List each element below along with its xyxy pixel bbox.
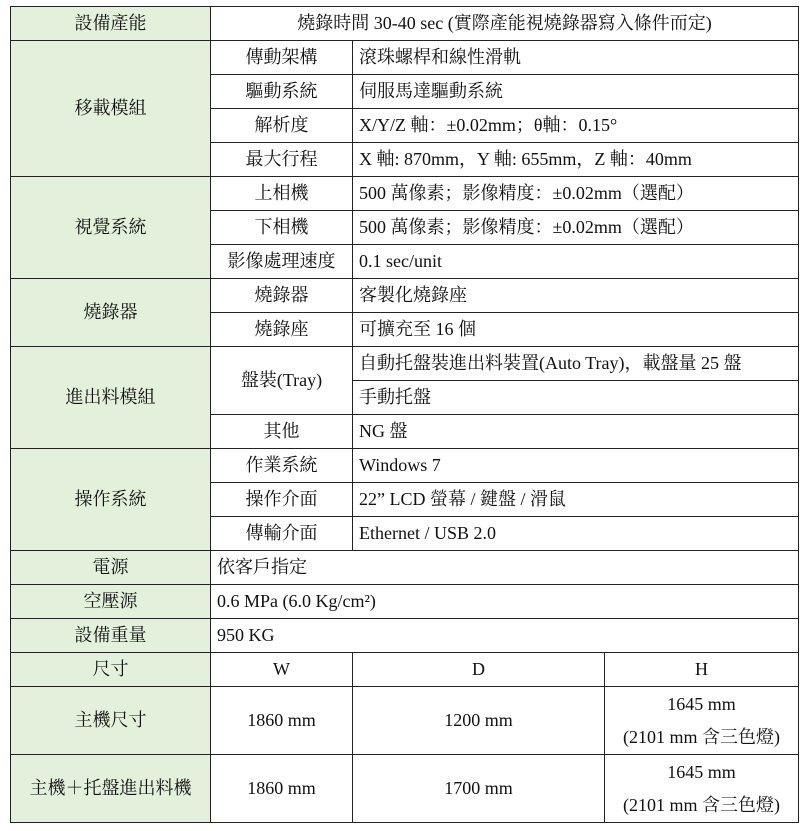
dimension-header-h: H xyxy=(605,653,799,687)
spec-value: X 軸: 870mm，Y 軸: 655mm，Z 軸：40mm xyxy=(353,143,799,177)
spec-value: X/Y/Z 軸：±0.02mm；θ軸：0.15° xyxy=(353,109,799,143)
spec-label: 解析度 xyxy=(211,109,353,143)
capacity-row xyxy=(11,7,799,41)
dimension-d: 1700 mm xyxy=(353,755,605,823)
spec-label: 燒錄器 xyxy=(211,279,353,313)
dimension-w: 1860 mm xyxy=(211,755,353,823)
spec-value: 伺服馬達驅動系統 xyxy=(353,75,799,109)
weight-value: 950 KG xyxy=(211,619,799,653)
table-row xyxy=(11,347,799,381)
table-row xyxy=(11,279,799,313)
spec-label: 下相機 xyxy=(211,211,353,245)
spec-value: 500 萬像素；影像精度：±0.02mm（選配） xyxy=(353,211,799,245)
spec-value: 500 萬像素；影像精度：±0.02mm（選配） xyxy=(353,177,799,211)
dimension-d: 1200 mm xyxy=(353,687,605,755)
dimension-row-label: 主機＋托盤進出料機 xyxy=(11,755,211,823)
spec-value: NG 盤 xyxy=(353,415,799,449)
spec-value: Windows 7 xyxy=(353,449,799,483)
tray-label: 盤裝(Tray) xyxy=(211,347,353,415)
capacity-value: 燒錄時間 30-40 sec (實際產能視燒錄器寫入條件而定) xyxy=(211,7,799,41)
spec-value: 自動托盤裝進出料裝置(Auto Tray)，載盤量 25 盤 xyxy=(353,347,799,381)
spec-label: 上相機 xyxy=(211,177,353,211)
table-row xyxy=(11,449,799,483)
dimension-h xyxy=(605,687,799,755)
spec-value: 滾珠螺桿和線性滑軌 xyxy=(353,41,799,75)
dimension-h-main: 1645 mm xyxy=(667,693,736,714)
category-programmer: 燒錄器 xyxy=(11,279,211,347)
spec-value: 可擴充至 16 個 xyxy=(353,313,799,347)
spec-label: 操作介面 xyxy=(211,483,353,517)
category-vision-system: 視覺系統 xyxy=(11,177,211,279)
dimension-h xyxy=(605,755,799,823)
dimension-h-main: 1645 mm xyxy=(667,761,736,782)
spec-label: 驅動系統 xyxy=(211,75,353,109)
spec-label: 其他 xyxy=(211,415,353,449)
dimension-row-label: 主機尺寸 xyxy=(11,687,211,755)
category-transfer-module: 移載模組 xyxy=(11,41,211,177)
table-row xyxy=(11,687,799,755)
weight-row xyxy=(11,619,799,653)
table-row xyxy=(11,41,799,75)
dimension-w: 1860 mm xyxy=(211,687,353,755)
category-feeder-module: 進出料模組 xyxy=(11,347,211,449)
dimension-header-row xyxy=(11,653,799,687)
spec-label: 傳動架構 xyxy=(211,41,353,75)
spec-sheet xyxy=(10,6,799,823)
dimension-header-d: D xyxy=(353,653,605,687)
spec-value: 客製化燒錄座 xyxy=(353,279,799,313)
air-value: 0.6 MPa (6.0 Kg/cm²) xyxy=(211,585,799,619)
spec-value: Ethernet / USB 2.0 xyxy=(353,517,799,551)
spec-table xyxy=(10,6,799,823)
spec-label: 影像處理速度 xyxy=(211,245,353,279)
air-row xyxy=(11,585,799,619)
spec-label: 最大行程 xyxy=(211,143,353,177)
air-label: 空壓源 xyxy=(11,585,211,619)
table-row xyxy=(11,755,799,823)
dimension-label: 尺寸 xyxy=(11,653,211,687)
power-value: 依客戶指定 xyxy=(211,551,799,585)
category-operating-system: 操作系統 xyxy=(11,449,211,551)
spec-label: 傳輸介面 xyxy=(211,517,353,551)
spec-value: 0.1 sec/unit xyxy=(353,245,799,279)
spec-value: 22” LCD 螢幕 / 鍵盤 / 滑鼠 xyxy=(353,483,799,517)
power-label: 電源 xyxy=(11,551,211,585)
spec-value: 手動托盤 xyxy=(353,381,799,415)
power-row xyxy=(11,551,799,585)
dimension-h-note: (2101 mm 含三色燈) xyxy=(623,726,781,747)
spec-label: 燒錄座 xyxy=(211,313,353,347)
dimension-header-w: W xyxy=(211,653,353,687)
dimension-h-note: (2101 mm 含三色燈) xyxy=(623,794,781,815)
weight-label: 設備重量 xyxy=(11,619,211,653)
capacity-label: 設備產能 xyxy=(11,7,211,41)
spec-label: 作業系統 xyxy=(211,449,353,483)
table-row xyxy=(11,177,799,211)
